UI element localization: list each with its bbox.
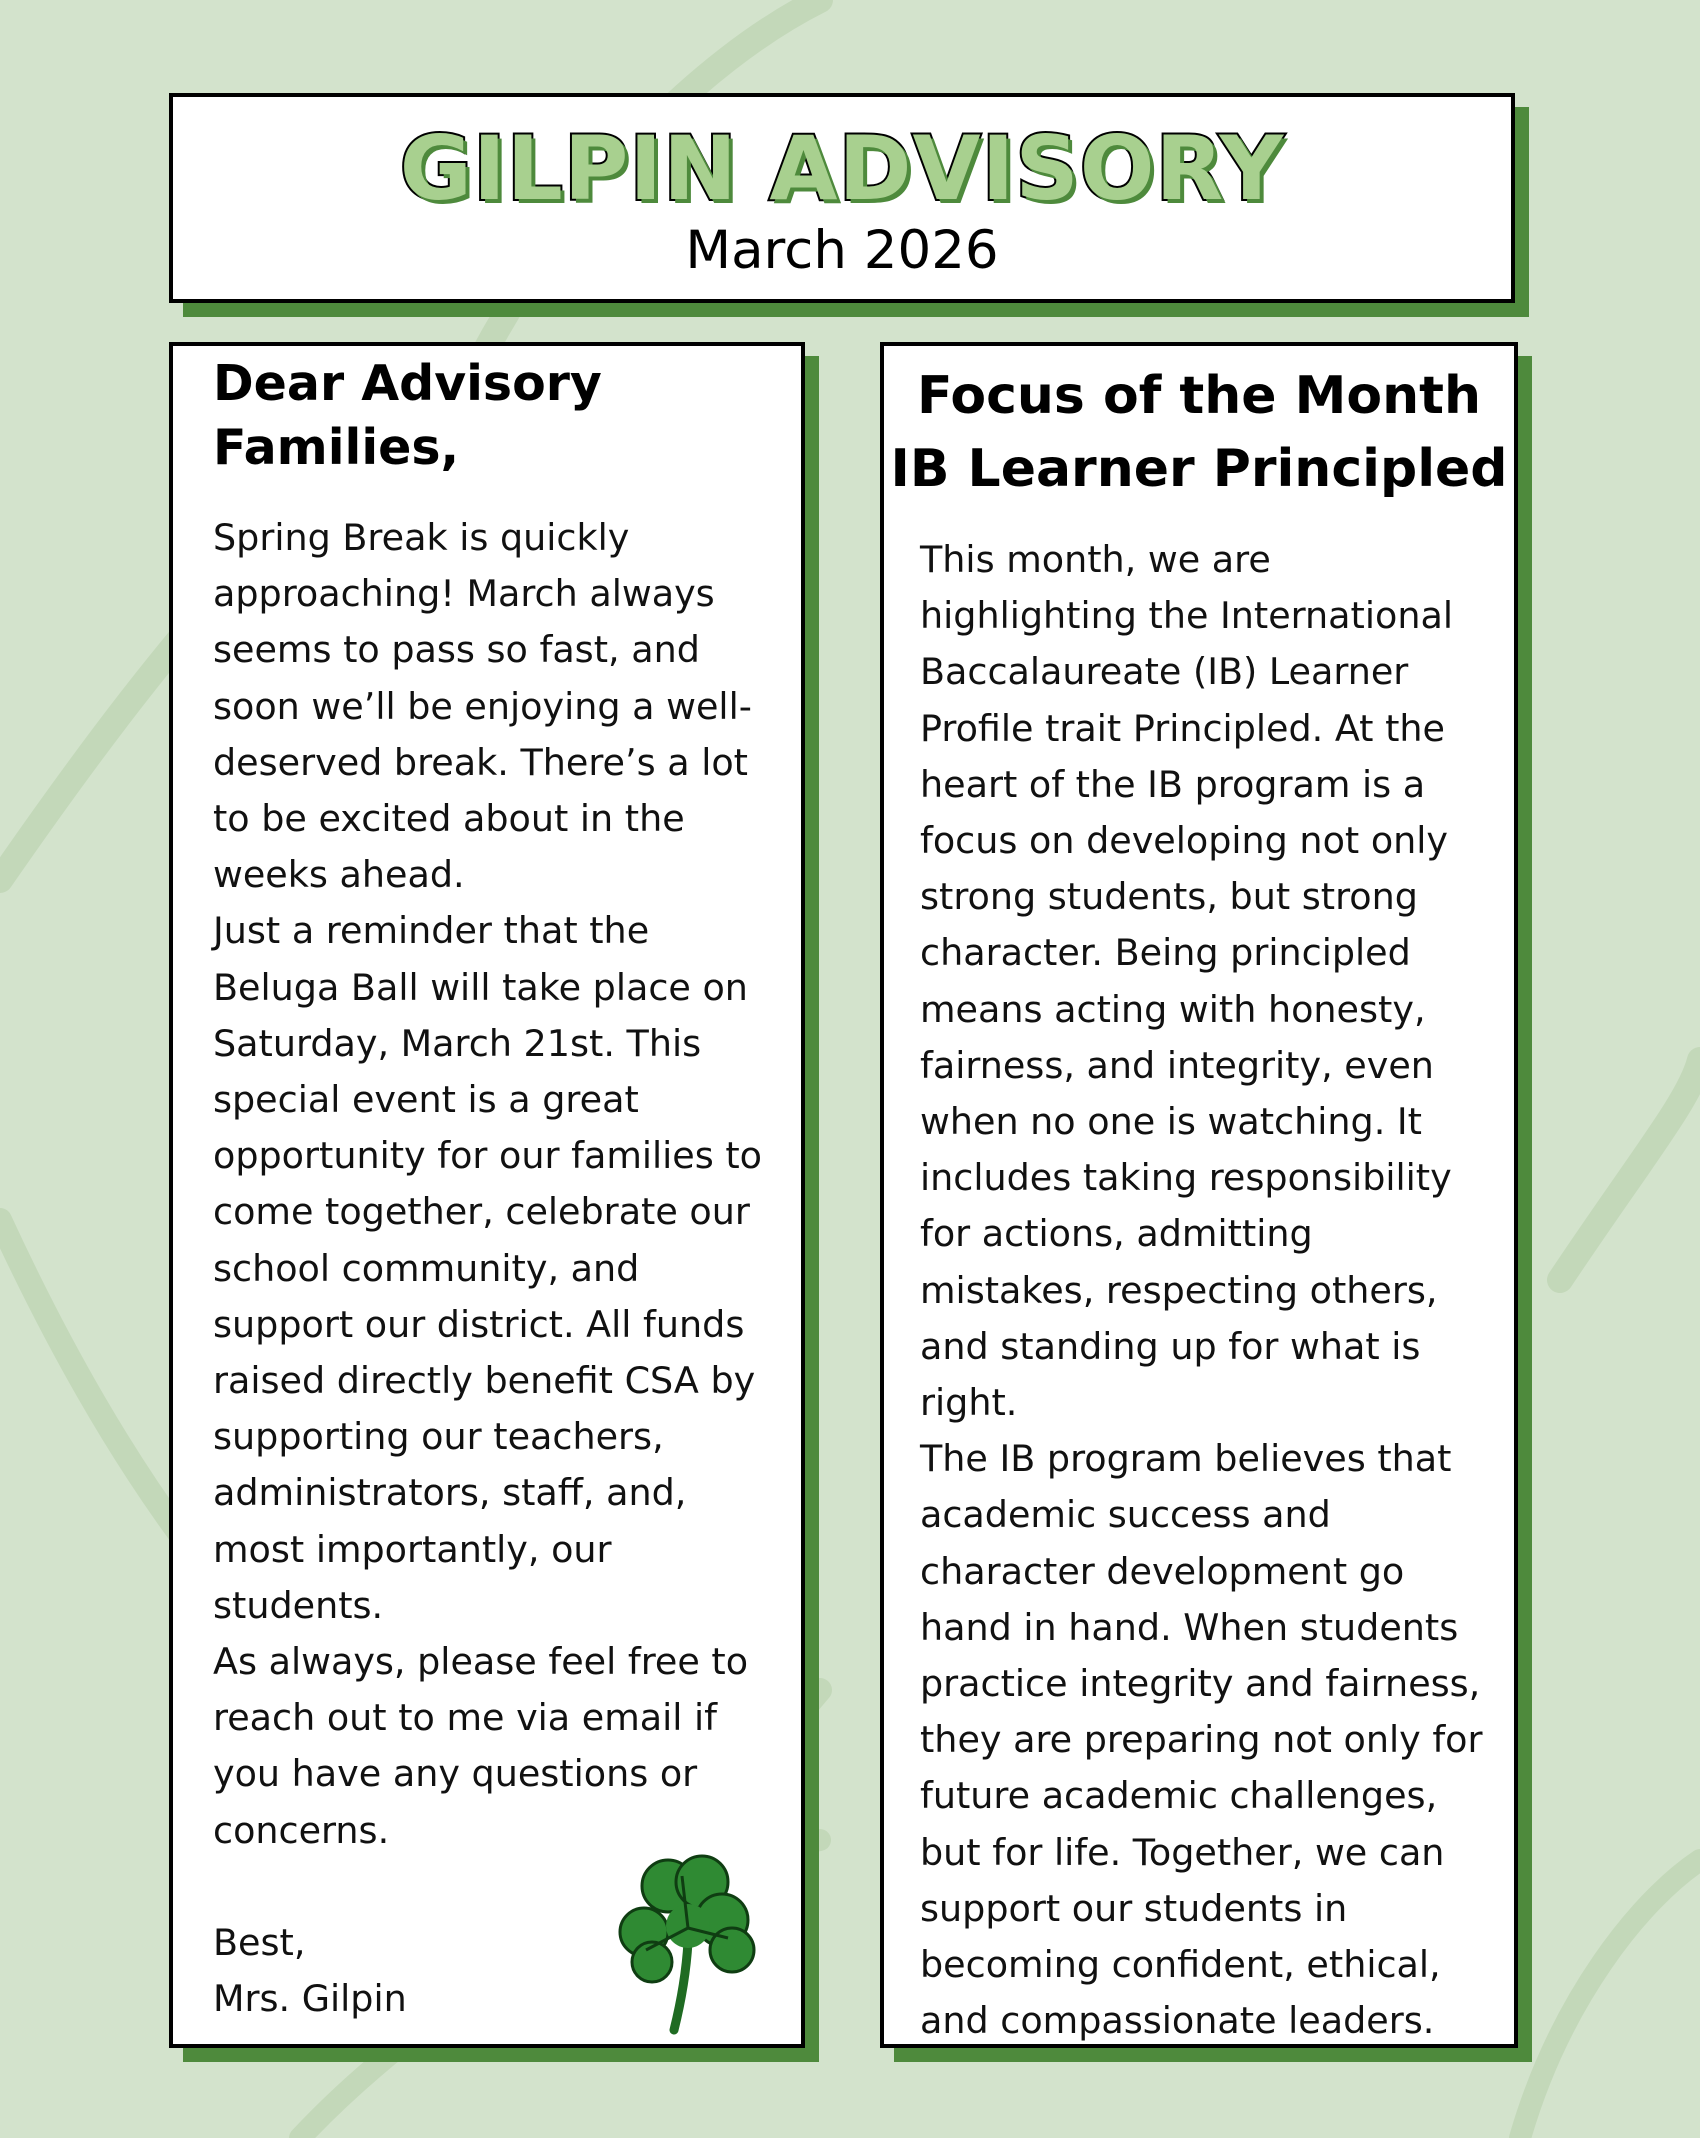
focus-paragraph: This month, we are highlighting the International Baccalaureate (IB) Learner Profile trait Principled. At the heart of the IB program is a focus on developing not only strong students, but strong character. Being principled means acting with honesty, fairness, and integrity, even when no one is watching. It includes taking responsibility for actions, admitting mistakes, respecting others, and standing up for what is right.	[920, 538, 1453, 1425]
newsletter-header	[169, 93, 1515, 303]
focus-body	[920, 532, 1496, 2049]
shamrock-icon	[610, 1846, 770, 2036]
focus-heading-line2: IB Learner Principled	[890, 439, 1508, 499]
newsletter-title: GILPIN ADVISORY	[399, 117, 1285, 220]
letter-body	[213, 510, 777, 1859]
letter-greeting: Dear Advisory Families,	[213, 355, 602, 476]
letter-paragraph: Just a reminder that the Beluga Ball will take place on Saturday, March 21st. This special event is a great opportunity for our families to come together, celebrate our school community, and support our district. All funds raised directly benefit CSA by supporting our teachers, administrators, staff, and, most importantly, our students.	[213, 909, 763, 1627]
focus-heading	[884, 360, 1514, 506]
letter-closing: Best,	[213, 1920, 306, 1964]
letter-panel	[169, 342, 805, 2048]
focus-heading-line1: Focus of the Month	[916, 366, 1482, 426]
letter-paragraph: As always, please feel free to reach out to me via email if you have any questions or concerns.	[213, 1640, 749, 1852]
focus-panel	[880, 342, 1518, 2048]
focus-paragraph: The IB program believes that academic success and character development go hand in hand. When students practice integrity and fairness, they are preparing not only for future academic challenges, but for life. Together, we can support our students in becoming confident, ethical, and compassionate leaders.	[920, 1437, 1483, 2043]
letter-signature: Mrs. Gilpin	[213, 1977, 407, 2021]
letter-paragraph: Spring Break is quickly approaching! March always seems to pass so fast, and soon we’ll be enjoying a well-deserved break. There’s a lot to be excited about in the weeks ahead.	[213, 516, 752, 897]
newsletter-date: March 2026	[685, 220, 999, 281]
